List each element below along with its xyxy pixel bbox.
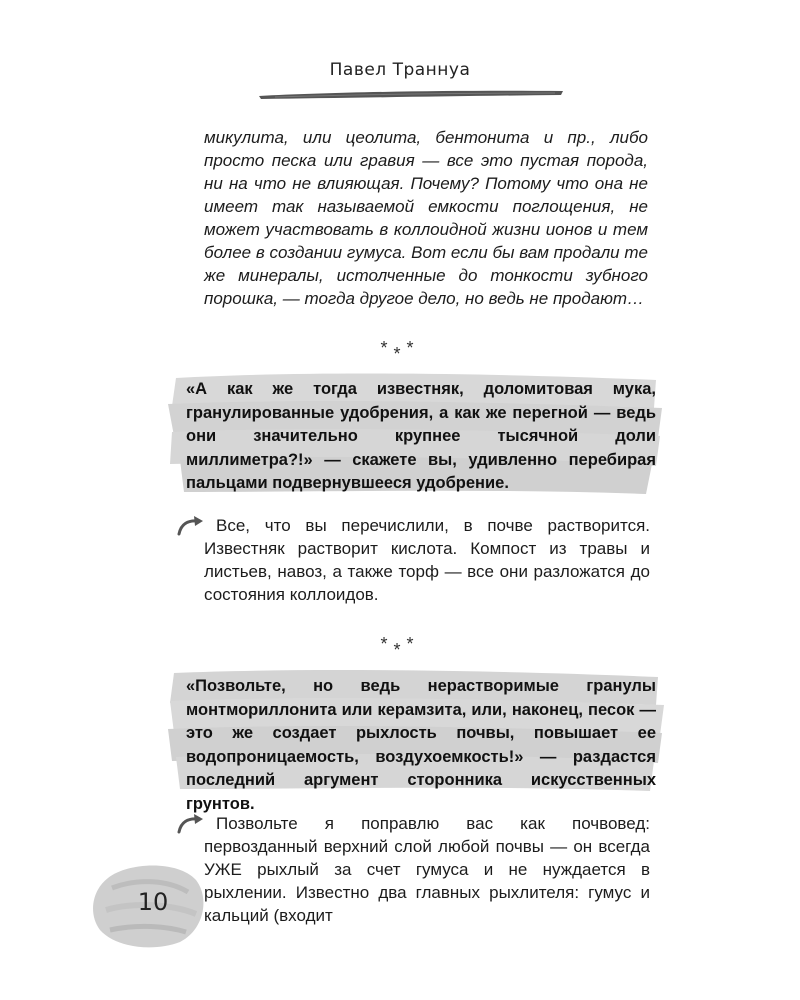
quote-block xyxy=(186,675,656,816)
curved-arrow-icon xyxy=(176,514,206,536)
curved-arrow-icon xyxy=(176,812,206,834)
quote-text: «А как же тогда известняк, доломитовая мука, гранулированные удобрения, а как же перегной — ведь они значительно крупнее тысячной доли миллиметра?!» — скажете вы, удивленно перебирая пальцами подвернувшееся удобрение. xyxy=(186,380,656,492)
intro-paragraph: микулита, или цеолита, бентонита и пр., либо просто песка или гравия — все это пустая порода, ни на что не влияющая. Почему? Потому что она не имеет так называемой емкости поглощения, не может участвовать в коллоидной жизни ионов и тем более в создании гумуса. Вот если бы вам продали те же минералы, истолченные до тонкости зубного порошка, — тогда другое дело, но ведь не продают… xyxy=(204,128,648,308)
header-rule xyxy=(255,86,567,102)
author-name: Павел Траннуа xyxy=(329,60,471,80)
answer-paragraph: Все, что вы перечислили, в почве растворится. Известняк растворит кислота. Компост из травы и листьев, навоз, а также торф — все они разложатся до состояния коллоидов. xyxy=(204,516,650,604)
section-separator: *** xyxy=(380,338,420,364)
section-separator: *** xyxy=(380,634,420,660)
answer-paragraph: Позвольте я поправлю вас как почвовед: первозданный верхний слой любой почвы — он всегда УЖЕ рыхлый за счет гумуса и не нуждается в рыхлении. Известно два главных рыхлителя: гумус и кальций (входит xyxy=(204,814,650,925)
page-number: 10 xyxy=(137,888,169,916)
quote-block xyxy=(186,378,656,496)
quote-text: «Позвольте, но ведь нерастворимые гранулы монтмориллонита или керамзита, или, наконец, песок — это же создает рыхлость почвы, повышает ее водопроницаемость, воздухоемкость!» — раздастся последний аргумент сторонника искусственных грунтов. xyxy=(186,677,656,813)
